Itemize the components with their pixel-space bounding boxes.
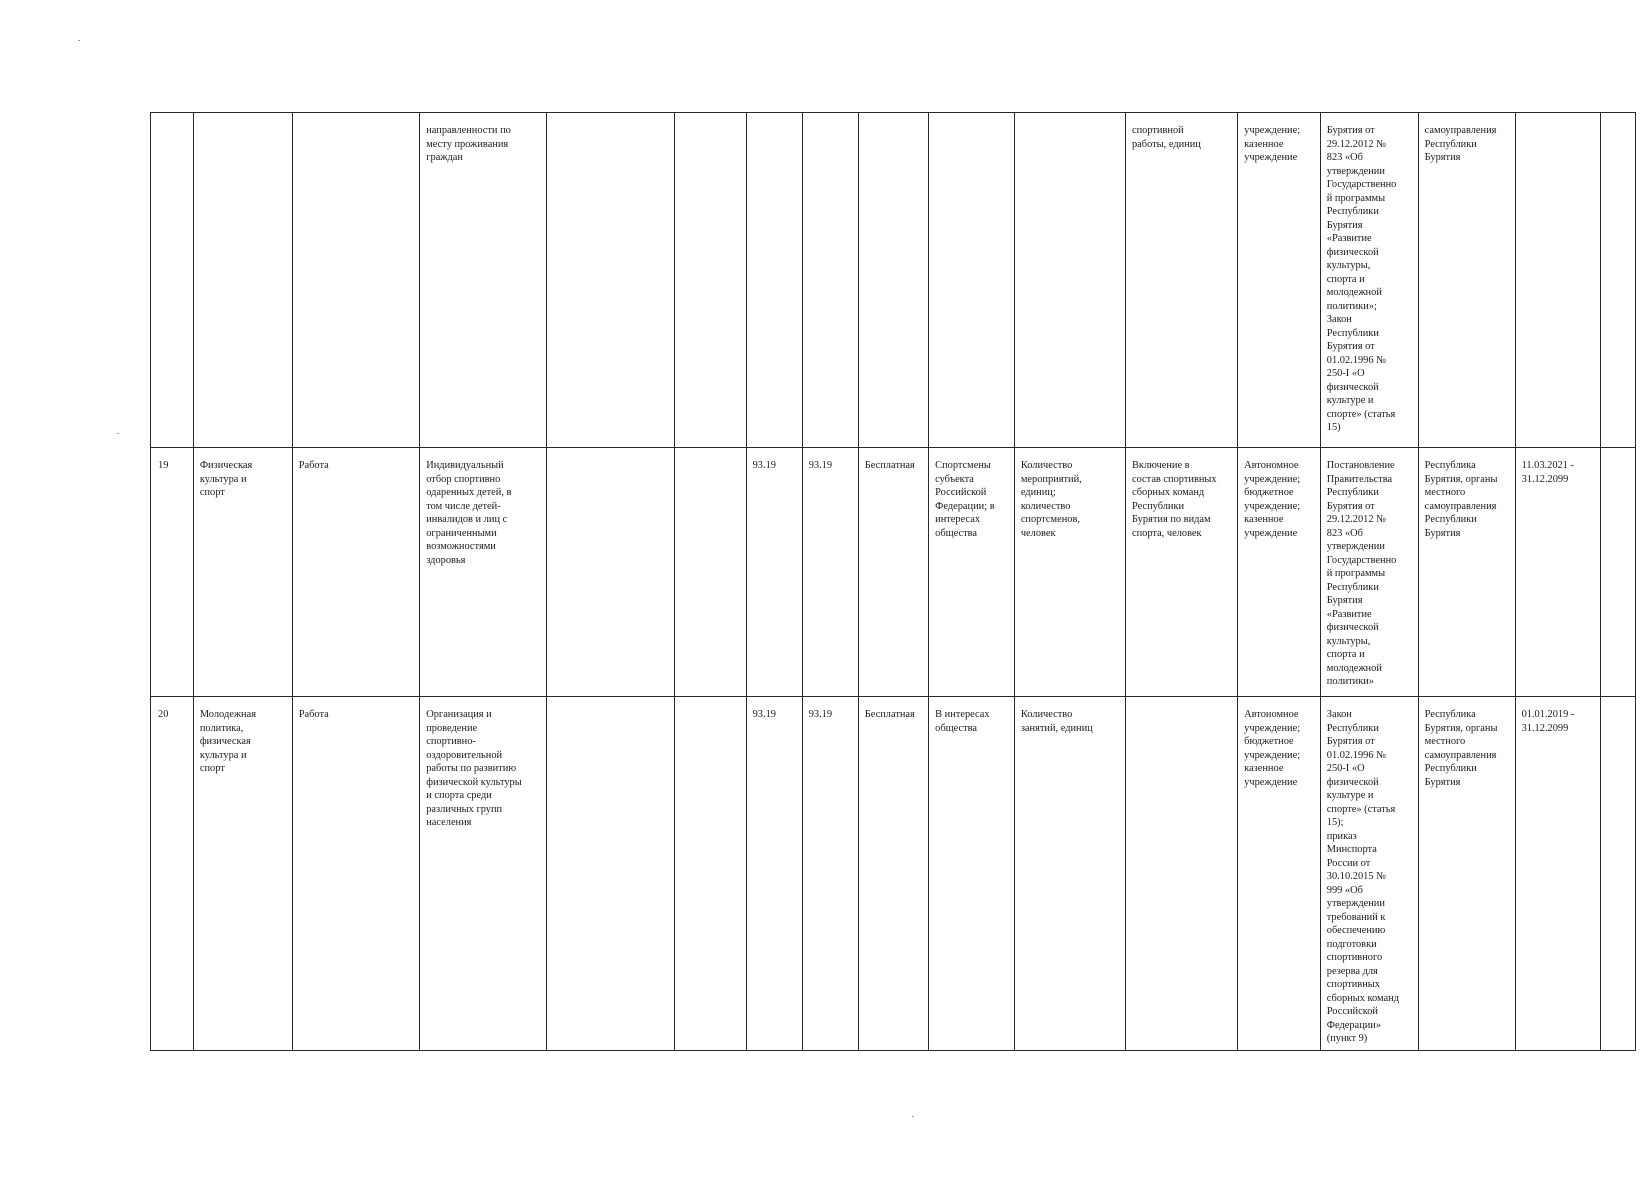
cell-quality-indicator: Включение в состав спортивных сборных команд Республики Бурятия по видам спорта, человек	[1125, 448, 1237, 697]
cell-sphere: Физическая культура и спорт	[193, 448, 292, 697]
cell-payment	[858, 113, 928, 448]
cell-row-number: 20	[151, 697, 194, 1051]
table-row-20	[151, 697, 1636, 1051]
scan-speck	[117, 433, 119, 434]
cell-consumers: В интересах общества	[929, 697, 1015, 1051]
cell-payment: Бесплатная	[858, 448, 928, 697]
cell-institution-type: Автономное учреждение; бюджетное учреждение; казенное учреждение	[1238, 448, 1321, 697]
cell-row-number	[151, 113, 194, 448]
cell-type	[292, 113, 419, 448]
cell-empty	[1601, 697, 1636, 1051]
cell-okved-code: 93.19	[746, 697, 802, 1051]
cell-payment: Бесплатная	[858, 697, 928, 1051]
cell-empty	[546, 113, 675, 448]
cell-okved-code: 93.19	[802, 448, 858, 697]
cell-work-name: Индивидуальный отбор спортивно одаренных детей, в том числе детей- инвалидов и лиц с ограниченными возможностями здоровья	[420, 448, 546, 697]
cell-authority: самоуправления Республики Бурятия	[1418, 113, 1515, 448]
cell-okved-code	[802, 113, 858, 448]
cell-type: Работа	[292, 448, 419, 697]
scan-speck	[78, 40, 80, 41]
cell-empty	[675, 448, 746, 697]
cell-period	[1515, 113, 1601, 448]
cell-work-name: Организация и проведение спортивно- оздоровительной работы по развитию физической культуры и спорта среди различных групп населения	[420, 697, 546, 1051]
table-row-19	[151, 448, 1636, 697]
cell-empty	[675, 697, 746, 1051]
cell-authority: Республика Бурятия, органы местного самоуправления Республики Бурятия	[1418, 448, 1515, 697]
cell-empty	[675, 113, 746, 448]
cell-volume-indicator	[1014, 113, 1125, 448]
cell-work-name: направленности по месту проживания граждан	[420, 113, 546, 448]
cell-okved-code	[746, 113, 802, 448]
cell-type: Работа	[292, 697, 419, 1051]
scan-speck	[912, 1116, 914, 1117]
cell-sphere: Молодежная политика, физическая культура и спорт	[193, 697, 292, 1051]
cell-consumers: Спортсмены субъекта Российской Федерации; в интересах общества	[929, 448, 1015, 697]
cell-institution-type: учреждение; казенное учреждение	[1238, 113, 1321, 448]
cell-row-number: 19	[151, 448, 194, 697]
cell-empty	[546, 697, 675, 1051]
cell-empty	[546, 448, 675, 697]
cell-empty	[1601, 113, 1636, 448]
cell-sphere	[193, 113, 292, 448]
cell-period: 01.01.2019 - 31.12.2099	[1515, 697, 1601, 1051]
cell-consumers	[929, 113, 1015, 448]
cell-institution-type: Автономное учреждение; бюджетное учреждение; казенное учреждение	[1238, 697, 1321, 1051]
cell-empty	[1601, 448, 1636, 697]
cell-legal-basis: Закон Республики Бурятия от 01.02.1996 № 250-I «О физической культуре и спорте» (статья 15); приказ Минспорта России от 30.10.2015 № 999 «Об утверждении требований к обеспечению подготовки спортивного резерва для спортивных сборных команд Российской Федерации» (пункт 9)	[1320, 697, 1418, 1051]
cell-authority: Республика Бурятия, органы местного самоуправления Республики Бурятия	[1418, 697, 1515, 1051]
cell-volume-indicator: Количество занятий, единиц	[1014, 697, 1125, 1051]
cell-volume-indicator: Количество мероприятий, единиц; количество спортсменов, человек	[1014, 448, 1125, 697]
cell-legal-basis: Постановление Правительства Республики Бурятия от 29.12.2012 № 823 «Об утверждении Государственно й программы Республики Бурятия «Развитие физической культуры, спорта и молодежной политики»	[1320, 448, 1418, 697]
cell-period: 11.03.2021 - 31.12.2099	[1515, 448, 1601, 697]
cell-quality-indicator	[1125, 697, 1237, 1051]
cell-okved-code: 93.19	[802, 697, 858, 1051]
cell-okved-code: 93.19	[746, 448, 802, 697]
registry-table	[150, 112, 1636, 1051]
cell-quality-indicator: спортивной работы, единиц	[1125, 113, 1237, 448]
cell-legal-basis: Бурятия от 29.12.2012 № 823 «Об утверждении Государственно й программы Республики Бурятия «Развитие физической культуры, спорта и молодежной политики»; Закон Республики Бурятия от 01.02.1996 № 250-I «О физической культуре и спорте» (статья 15)	[1320, 113, 1418, 448]
table-row-continuation	[151, 113, 1636, 448]
